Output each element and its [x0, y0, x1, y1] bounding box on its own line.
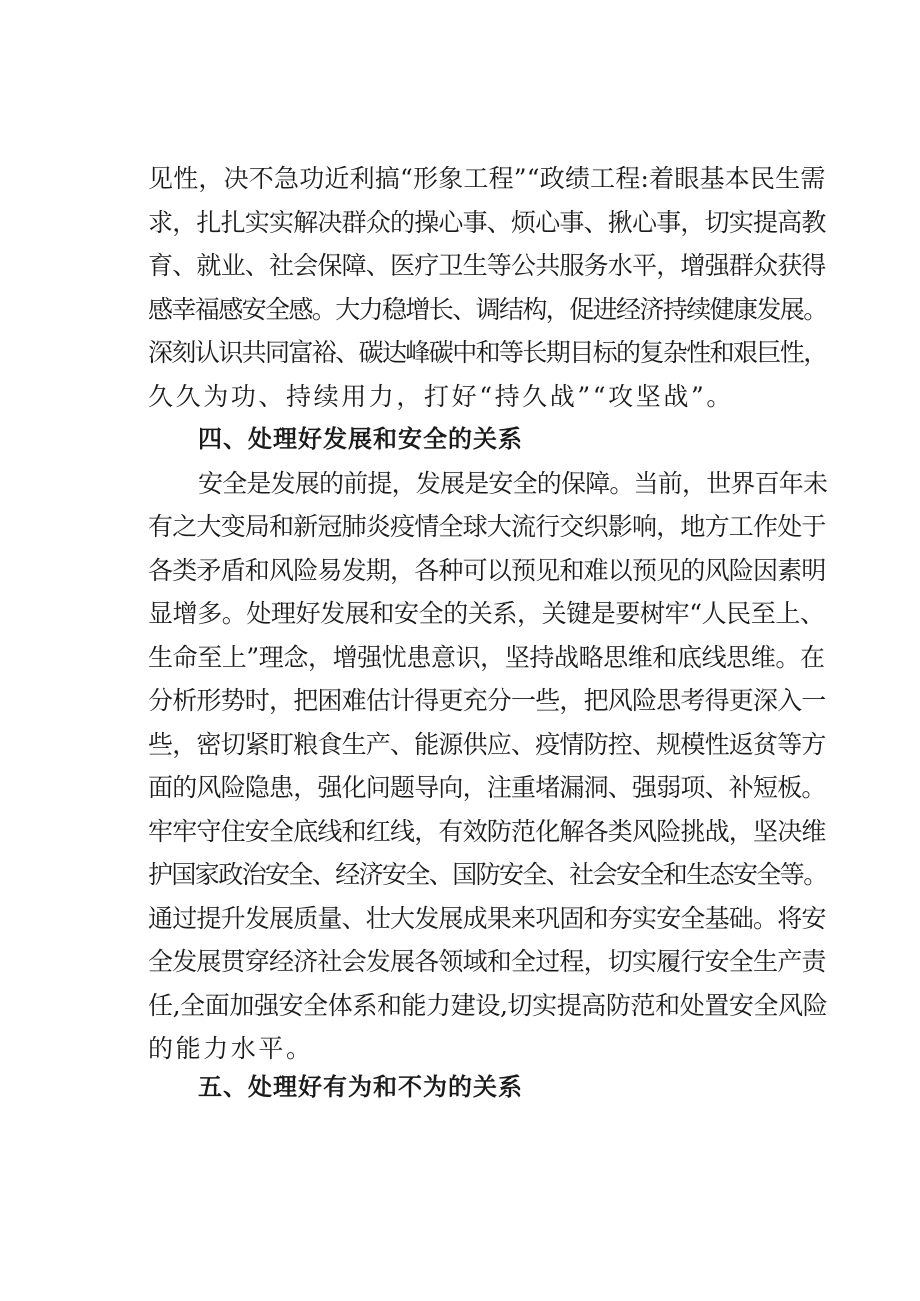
text-line: 安全是发展的前提，发展是安全的保障。当前，世界百年未	[198, 468, 828, 498]
text-line: 感幸福感安全感。大力稳增长、调结构，促进经济持续健康发展。	[148, 294, 827, 324]
text-line: 各类矛盾和风险易发期，各种可以预见和难以预见的风险因素明	[148, 555, 826, 585]
paragraph-continuation	[148, 157, 828, 418]
section-four	[148, 418, 828, 1071]
text-line: 护国家政治安全、经济安全、国防安全、社会安全和生态安全等。	[148, 860, 827, 889]
text-line: 任,全面加强安全体系和能力建设,切实提高防范和处置安全风险	[148, 990, 828, 1020]
text-line: 的能力水平。	[148, 1034, 314, 1063]
section-heading: 五、处理好有为和不为的关系	[198, 1073, 523, 1101]
text-line: 见性，决不急功近利搞“形象工程”“政绩工程:着眼基本民生需	[148, 164, 826, 193]
text-line: 显增多。处理好发展和安全的关系，关键是要树牢“人民至上、	[148, 599, 825, 628]
text-line: 求，扎扎实实解决群众的操心事、烦心事、揪心事，切实提高教	[148, 207, 826, 237]
text-line: 全发展贯穿经济社会发展各领域和全过程，切实履行安全生产责	[148, 947, 826, 976]
text-line: 些，密切紧盯粮食生产、能源供应、疫情防控、规模性返贫等方	[148, 729, 826, 759]
text-line: 深刻认识共同富裕、碳达峰碳中和等长期目标的复杂性和艰巨性，	[148, 338, 827, 367]
text-line: 通过提升发展质量、壮大发展成果来巩固和夯实安全基础。将安	[148, 903, 826, 933]
text-line: 面的风险隐患，强化问题导向，注重堵漏洞、强弱项、补短板。	[148, 773, 826, 802]
text-line: 生命至上”理念，增强忧患意识，坚持战略思维和底线思维。在	[148, 642, 825, 672]
text-line: 育、就业、社会保障、医疗卫生等公共服务水平，增强群众获得	[148, 251, 826, 280]
section-five	[148, 1066, 828, 1110]
text-line: 久久为功、持续用力，打好“持久战”“攻坚战”。	[148, 381, 734, 411]
text-line: 有之大变局和新冠肺炎疫情全球大流行交织影响，地方工作处于	[148, 512, 826, 541]
text-line: 分析形势时，把困难估计得更充分一些，把风险思考得更深入一	[148, 686, 826, 715]
text-line: 牢牢守住安全底线和红线，有效防范化解各类风险挑战，坚决维	[148, 816, 826, 846]
section-heading: 四、处理好发展和安全的关系	[198, 425, 523, 453]
